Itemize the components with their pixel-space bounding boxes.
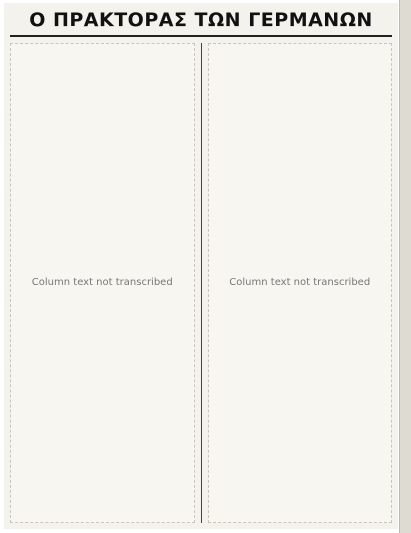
newspaper-clipping: [4, 3, 398, 529]
column-text-placeholder: Column text not transcribed: [10, 43, 195, 523]
headline-rule: [10, 35, 392, 37]
article-column-right: [208, 43, 393, 523]
adjacent-page-edge: [399, 0, 411, 533]
article-headline: Ο ΠΡΑΚΤΟΡΑΣ ΤΩΝ ΓΕΡΜΑΝΩΝ: [29, 9, 373, 31]
column-divider: [201, 43, 202, 523]
column-text-placeholder: Column text not transcribed: [208, 43, 393, 523]
article-columns: [10, 43, 392, 523]
article-column-left: [10, 43, 195, 523]
